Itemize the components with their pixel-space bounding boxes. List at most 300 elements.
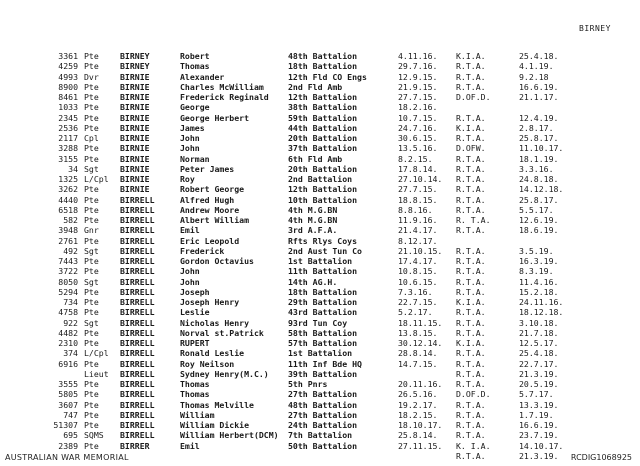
unit: 6th Fld Amb bbox=[288, 153, 343, 164]
fate-date: 14.12.18. bbox=[519, 184, 564, 195]
surname: BIRRELL bbox=[120, 215, 155, 225]
rank: Sgt bbox=[84, 276, 99, 287]
given-names: Eric Leopold bbox=[180, 235, 240, 246]
given-names: Thomas bbox=[180, 61, 210, 72]
surname: BIRNEY bbox=[120, 51, 150, 61]
service-number: 374 bbox=[63, 348, 78, 359]
given-names: Roy Neilson bbox=[180, 358, 235, 369]
enlistment-date: 10.8.15. bbox=[398, 266, 438, 277]
rank: Pte bbox=[84, 184, 99, 195]
given-names: Joseph bbox=[180, 286, 210, 297]
service-number: 6518 bbox=[58, 204, 78, 215]
service-number: 5294 bbox=[58, 286, 78, 297]
given-names: Sydney Henry(M.C.) bbox=[180, 368, 269, 379]
given-names: Albert William bbox=[180, 215, 250, 225]
rank: Sgt bbox=[84, 317, 99, 328]
fate-date: 23.7.19. bbox=[519, 430, 559, 441]
service-number: 2117 bbox=[58, 133, 78, 143]
service-number: 4440 bbox=[58, 194, 78, 205]
unit: 18th Battalion bbox=[288, 61, 358, 72]
fate: R.T.A. bbox=[456, 276, 486, 287]
fate-date: 21.3.19. bbox=[519, 450, 559, 461]
given-names: Leslie bbox=[180, 307, 210, 318]
service-number: 51307 bbox=[53, 420, 78, 430]
fate-date: 11.10.17. bbox=[519, 143, 564, 154]
service-number: 922 bbox=[63, 317, 78, 328]
unit: 57th Battalion bbox=[288, 338, 358, 348]
fate: R.T.A. bbox=[456, 133, 486, 143]
enlistment-date: 10.6.15. bbox=[398, 276, 438, 287]
surname: BIRRELL bbox=[120, 358, 155, 369]
service-number: 747 bbox=[63, 409, 78, 420]
surname: BIRRELL bbox=[120, 389, 155, 400]
fate: R.T.A. bbox=[456, 174, 486, 184]
unit: 58th Battalion bbox=[288, 327, 358, 338]
fate-date: 16.3.19. bbox=[519, 256, 559, 266]
surname: BIRNIE bbox=[120, 71, 150, 82]
given-names: Andrew Moore bbox=[180, 204, 240, 215]
footer-record-id: RCDIG1068925 bbox=[570, 453, 632, 462]
service-number: 3155 bbox=[58, 153, 78, 164]
enlistment-date: 17.8.14. bbox=[398, 163, 438, 174]
service-number: 582 bbox=[63, 215, 78, 225]
surname: BIRRELL bbox=[120, 327, 155, 338]
rank: Pte bbox=[84, 215, 99, 225]
given-names: RUPERT bbox=[180, 338, 210, 348]
fate: R.T.A. bbox=[456, 153, 486, 164]
fate: R.T.A. bbox=[456, 225, 486, 236]
fate-date: 8.3.19. bbox=[519, 266, 554, 277]
rank: Pte bbox=[84, 409, 99, 420]
fate: R.T.A. bbox=[456, 348, 486, 359]
rank: Pte bbox=[84, 420, 99, 430]
surname: BIRRELL bbox=[120, 276, 155, 287]
service-number: 8461 bbox=[58, 92, 78, 102]
fate-date: 15.2.18. bbox=[519, 286, 559, 297]
fate: K.I.A. bbox=[456, 297, 486, 307]
fate: R.T.A. bbox=[456, 399, 486, 410]
fate-date: 16.6.19. bbox=[519, 420, 559, 430]
unit: 44th Battalion bbox=[288, 122, 358, 133]
rank: Lieut bbox=[84, 368, 109, 379]
fate-date: 3.5.19. bbox=[519, 245, 554, 256]
unit: 2nd Aust Tun Co bbox=[288, 245, 362, 256]
unit: 4th M.G.BN bbox=[288, 215, 338, 225]
given-names: Peter James bbox=[180, 163, 235, 174]
surname: BIRRELL bbox=[120, 204, 155, 215]
surname: BIRRELL bbox=[120, 235, 155, 246]
given-names: Robert bbox=[180, 51, 210, 61]
rank: Sgt bbox=[84, 163, 99, 174]
unit: 11th Battalion bbox=[288, 266, 358, 277]
unit: 12th Battalion bbox=[288, 92, 358, 102]
given-names: Frederick Reginald bbox=[180, 92, 269, 102]
fate-date: 12.5.17. bbox=[519, 338, 559, 348]
service-number: 7443 bbox=[58, 256, 78, 266]
given-names: Thomas bbox=[180, 389, 210, 400]
unit: 20th Battalion bbox=[288, 163, 358, 174]
service-number: 3555 bbox=[58, 379, 78, 389]
service-number: 3361 bbox=[58, 51, 78, 61]
unit: 93rd Tun Coy bbox=[288, 317, 348, 328]
fate: R.T.A. bbox=[456, 450, 486, 461]
fate-date: 3.3.16. bbox=[519, 163, 554, 174]
enlistment-date: 29.7.16. bbox=[398, 61, 438, 72]
fate: R.T.A. bbox=[456, 71, 486, 82]
rank: Pte bbox=[84, 338, 99, 348]
surname: BIRRELL bbox=[120, 338, 155, 348]
surname: BIRRELL bbox=[120, 256, 155, 266]
unit: 1st Battalion bbox=[288, 348, 353, 359]
surname: BIRRELL bbox=[120, 420, 155, 430]
unit: 50th Battalion bbox=[288, 440, 358, 451]
enlistment-date: 13.8.15. bbox=[398, 327, 438, 338]
enlistment-date: 5.2.17. bbox=[398, 307, 433, 318]
surname: BIRRELL bbox=[120, 286, 155, 297]
given-names: William Herbert(DCM) bbox=[180, 430, 279, 441]
given-names: William bbox=[180, 409, 215, 420]
unit: 27th Battalion bbox=[288, 389, 358, 400]
enlistment-date: 30.6.15. bbox=[398, 133, 438, 143]
fate-date: 12.6.19. bbox=[519, 215, 559, 225]
given-names: Gordon Octavius bbox=[180, 256, 254, 266]
fate-date: 4.1.19. bbox=[519, 61, 554, 72]
surname: BIRRELL bbox=[120, 194, 155, 205]
fate: R.T.A. bbox=[456, 256, 486, 266]
fate-date: 21.3.19. bbox=[519, 368, 559, 379]
service-number: 3722 bbox=[58, 266, 78, 277]
surname: BIRRELL bbox=[120, 297, 155, 307]
unit: 43rd Battalion bbox=[288, 307, 358, 318]
fate: R.T.A. bbox=[456, 307, 486, 318]
footer-institution: AUSTRALIAN WAR MEMORIAL bbox=[5, 453, 129, 462]
fate-date: 21.7.18. bbox=[519, 327, 559, 338]
rank: Pte bbox=[84, 143, 99, 154]
surname: BIRNIE bbox=[120, 112, 150, 123]
service-number: 695 bbox=[63, 430, 78, 441]
surname: BIRRELL bbox=[120, 409, 155, 420]
unit: 12th Battalion bbox=[288, 184, 358, 195]
fate-date: 18.1.19. bbox=[519, 153, 559, 164]
fate-date: 12.4.19. bbox=[519, 112, 559, 123]
fate-date: 9.2.18 bbox=[519, 71, 549, 82]
service-number: 734 bbox=[63, 297, 78, 307]
unit: 37th Battalion bbox=[288, 143, 358, 154]
enlistment-date: 11.9.16. bbox=[398, 215, 438, 225]
surname: BIRRELL bbox=[120, 430, 155, 441]
service-number: 2536 bbox=[58, 122, 78, 133]
unit: 5th Pnrs bbox=[288, 379, 328, 389]
unit: 59th Battalion bbox=[288, 112, 358, 123]
enlistment-date: 8.8.16. bbox=[398, 204, 433, 215]
fate: R.T.A. bbox=[456, 245, 486, 256]
enlistment-date: 18.11.15. bbox=[398, 317, 443, 328]
fate: R.T.A. bbox=[456, 420, 486, 430]
rank: Pte bbox=[84, 235, 99, 246]
surname: BIRRELL bbox=[120, 348, 155, 359]
given-names: Thomas Melville bbox=[180, 399, 254, 410]
enlistment-date: 27.11.15. bbox=[398, 440, 443, 451]
unit: 48th Battalion bbox=[288, 51, 358, 61]
rank: SQMS bbox=[84, 430, 104, 441]
fate-date: 5.7.17. bbox=[519, 389, 554, 400]
fate: K.I.A. bbox=[456, 338, 486, 348]
fate-date: 11.4.16. bbox=[519, 276, 559, 287]
fate: R. T.A. bbox=[456, 215, 491, 225]
fate-date: 3.10.18. bbox=[519, 317, 559, 328]
surname: BIRRELL bbox=[120, 317, 155, 328]
fate: D.OF.D. bbox=[456, 389, 491, 400]
fate: R.T.A. bbox=[456, 317, 486, 328]
enlistment-date: 24.7.16. bbox=[398, 122, 438, 133]
unit: 38th Battalion bbox=[288, 102, 358, 113]
enlistment-date: 8.12.17. bbox=[398, 235, 438, 246]
fate-date: 25.8.17. bbox=[519, 194, 559, 205]
given-names: George Herbert bbox=[180, 112, 250, 123]
enlistment-date: 21.10.15. bbox=[398, 245, 443, 256]
fate: R.T.A. bbox=[456, 286, 486, 297]
fate-date: 24.11.16. bbox=[519, 297, 564, 307]
enlistment-date: 4.11.16. bbox=[398, 51, 438, 61]
unit: 7th Battalion bbox=[288, 430, 353, 441]
fate: R.T.A. bbox=[456, 163, 486, 174]
enlistment-date: 26.5.16. bbox=[398, 389, 438, 400]
rank: L/Cpl bbox=[84, 348, 109, 359]
fate: R.T.A. bbox=[456, 112, 486, 123]
rank: Pte bbox=[84, 379, 99, 389]
given-names: Frederick bbox=[180, 245, 225, 256]
given-names: Ronald Leslie bbox=[180, 348, 245, 359]
given-names: Charles McWilliam bbox=[180, 81, 264, 92]
given-names: Nicholas Henry bbox=[180, 317, 250, 328]
given-names: John bbox=[180, 133, 200, 143]
service-number: 3948 bbox=[58, 225, 78, 236]
rank: Pte bbox=[84, 102, 99, 113]
fate-date: 14.10.17. bbox=[519, 440, 564, 451]
fate-date: 21.1.17. bbox=[519, 92, 559, 102]
service-number: 5805 bbox=[58, 389, 78, 400]
given-names: Thomas bbox=[180, 379, 210, 389]
service-number: 2761 bbox=[58, 235, 78, 246]
service-number: 34 bbox=[68, 163, 78, 174]
enlistment-date: 18.8.15. bbox=[398, 194, 438, 205]
unit: 1st Battalion bbox=[288, 256, 353, 266]
fate-date: 13.3.19. bbox=[519, 399, 559, 410]
given-names: Alfred Hugh bbox=[180, 194, 235, 205]
service-number: 2389 bbox=[58, 440, 78, 451]
given-names: Joseph Henry bbox=[180, 297, 240, 307]
rank: Cpl bbox=[84, 133, 99, 143]
unit: 3rd A.F.A. bbox=[288, 225, 338, 236]
enlistment-date: 14.7.15. bbox=[398, 358, 438, 369]
surname: BIRRELL bbox=[120, 245, 155, 256]
unit: 10th Battalion bbox=[288, 194, 358, 205]
rank: Pte bbox=[84, 51, 99, 61]
unit: 2nd Fld Amb bbox=[288, 81, 343, 92]
fate-date: 25.4.18. bbox=[519, 348, 559, 359]
rank: Pte bbox=[84, 112, 99, 123]
service-number: 2310 bbox=[58, 338, 78, 348]
fate-date: 1.7.19. bbox=[519, 409, 554, 420]
enlistment-date: 19.2.17. bbox=[398, 399, 438, 410]
rank: Pte bbox=[84, 153, 99, 164]
unit: 12th Fld CO Engs bbox=[288, 71, 367, 82]
given-names: Alexander bbox=[180, 71, 225, 82]
given-names: Norman bbox=[180, 153, 210, 164]
unit: 2nd Battalion bbox=[288, 174, 353, 184]
given-names: John bbox=[180, 266, 200, 277]
surname: BIRNIE bbox=[120, 122, 150, 133]
given-names: Norval st.Patrick bbox=[180, 327, 264, 338]
fate-date: 16.6.19. bbox=[519, 81, 559, 92]
fate: R.T.A. bbox=[456, 184, 486, 195]
rank: Pte bbox=[84, 81, 99, 92]
rank: Pte bbox=[84, 358, 99, 369]
fate: R.T.A. bbox=[456, 81, 486, 92]
enlistment-date: 21.9.15. bbox=[398, 81, 438, 92]
given-names: John bbox=[180, 276, 200, 287]
rank: Pte bbox=[84, 286, 99, 297]
surname: BIRNIE bbox=[120, 174, 150, 184]
surname: BIRRELL bbox=[120, 307, 155, 318]
given-names: John bbox=[180, 143, 200, 154]
surname: BIRNIE bbox=[120, 153, 150, 164]
surname: BIRNIE bbox=[120, 133, 150, 143]
rank: Pte bbox=[84, 327, 99, 338]
surname: BIRNIE bbox=[120, 163, 150, 174]
service-number: 3288 bbox=[58, 143, 78, 154]
enlistment-date: 10.7.15. bbox=[398, 112, 438, 123]
surname: BIRNIE bbox=[120, 81, 150, 92]
unit: 20th Battalion bbox=[288, 133, 358, 143]
given-names: William Dickie bbox=[180, 420, 250, 430]
service-number: 8900 bbox=[58, 81, 78, 92]
rank: L/Cpl bbox=[84, 174, 109, 184]
page-header-surname: BIRNEY bbox=[579, 24, 611, 33]
fate: K. I.A. bbox=[456, 440, 491, 451]
rank: Pte bbox=[84, 307, 99, 318]
rank: Pte bbox=[84, 266, 99, 277]
fate: R.T.A. bbox=[456, 61, 486, 72]
fate: R.T.A. bbox=[456, 266, 486, 277]
fate-date: 2.8.17. bbox=[519, 122, 554, 133]
service-number: 4259 bbox=[58, 61, 78, 72]
surname: BIRRELL bbox=[120, 399, 155, 410]
surname: BIRRER bbox=[120, 440, 150, 451]
service-number: 3607 bbox=[58, 399, 78, 410]
enlistment-date: 13.5.16. bbox=[398, 143, 438, 154]
surname: BIRRELL bbox=[120, 266, 155, 277]
unit: 4th M.G.BN bbox=[288, 204, 338, 215]
fate: K.I.A. bbox=[456, 122, 486, 133]
surname: BIRNEY bbox=[120, 61, 150, 72]
rank: Pte bbox=[84, 440, 99, 451]
service-number: 4993 bbox=[58, 71, 78, 82]
enlistment-date: 22.7.15. bbox=[398, 297, 438, 307]
fate-date: 18.6.19. bbox=[519, 225, 559, 236]
surname: BIRNIE bbox=[120, 92, 150, 102]
service-number: 3262 bbox=[58, 184, 78, 195]
surname: BIRNIE bbox=[120, 184, 150, 195]
enlistment-date: 27.7.15. bbox=[398, 92, 438, 102]
rank: Pte bbox=[84, 389, 99, 400]
fate: R.T.A. bbox=[456, 368, 486, 379]
fate: R.T.A. bbox=[456, 409, 486, 420]
rank: Gnr bbox=[84, 225, 99, 236]
fate: R.T.A. bbox=[456, 194, 486, 205]
unit: 11th Inf Bde HQ bbox=[288, 358, 362, 369]
surname: BIRRELL bbox=[120, 225, 155, 236]
unit: 14th AG.H. bbox=[288, 276, 338, 287]
fate-date: 25.4.18. bbox=[519, 51, 559, 61]
rank: Sgt bbox=[84, 245, 99, 256]
surname: BIRRELL bbox=[120, 379, 155, 389]
fate: D.OFW. bbox=[456, 143, 486, 154]
fate: R.T.A. bbox=[456, 327, 486, 338]
service-number: 4482 bbox=[58, 327, 78, 338]
unit: 48th Battalion bbox=[288, 399, 358, 410]
enlistment-date: 17.4.17. bbox=[398, 256, 438, 266]
rank: Pte bbox=[84, 297, 99, 307]
given-names: James bbox=[180, 122, 205, 133]
rank: Pte bbox=[84, 194, 99, 205]
service-number: 2345 bbox=[58, 112, 78, 123]
rank: Pte bbox=[84, 204, 99, 215]
enlistment-date: 18.2.15. bbox=[398, 409, 438, 420]
unit: 24th Battalion bbox=[288, 420, 358, 430]
rank: Pte bbox=[84, 399, 99, 410]
enlistment-date: 28.8.14. bbox=[398, 348, 438, 359]
unit: Rfts Rlys Coys bbox=[288, 235, 358, 246]
fate: R.T.A. bbox=[456, 430, 486, 441]
given-names: Emil bbox=[180, 225, 200, 236]
enlistment-date: 18.2.16. bbox=[398, 102, 438, 113]
given-names: Robert George bbox=[180, 184, 245, 195]
service-number: 492 bbox=[63, 245, 78, 256]
unit: 27th Battalion bbox=[288, 409, 358, 420]
given-names: Emil bbox=[180, 440, 200, 451]
rank: Pte bbox=[84, 122, 99, 133]
enlistment-date: 25.8.14. bbox=[398, 430, 438, 441]
unit: 18th Battalion bbox=[288, 286, 358, 297]
enlistment-date: 21.4.17. bbox=[398, 225, 438, 236]
enlistment-date: 8.2.15. bbox=[398, 153, 433, 164]
given-names: George bbox=[180, 102, 210, 113]
fate: K.I.A. bbox=[456, 51, 486, 61]
rank: Pte bbox=[84, 61, 99, 72]
enlistment-date: 20.11.16. bbox=[398, 379, 443, 389]
service-number: 6916 bbox=[58, 358, 78, 369]
rank: Dvr bbox=[84, 71, 99, 82]
fate-date: 22.7.17. bbox=[519, 358, 559, 369]
service-number: 4758 bbox=[58, 307, 78, 318]
rank: Pte bbox=[84, 256, 99, 266]
enlistment-date: 7.3.16. bbox=[398, 286, 433, 297]
service-number: 1325 bbox=[58, 174, 78, 184]
fate-date: 18.12.18. bbox=[519, 307, 564, 318]
fate: D.OF.D. bbox=[456, 92, 491, 102]
rank: Pte bbox=[84, 92, 99, 102]
fate: R.T.A. bbox=[456, 379, 486, 389]
surname: BIRNIE bbox=[120, 102, 150, 113]
surname: BIRRELL bbox=[120, 368, 155, 379]
fate-date: 20.5.19. bbox=[519, 379, 559, 389]
fate-date: 24.8.18. bbox=[519, 174, 559, 184]
enlistment-date: 18.10.17. bbox=[398, 420, 443, 430]
fate: R.T.A. bbox=[456, 358, 486, 369]
service-number: 8050 bbox=[58, 276, 78, 287]
fate-date: 25.8.17. bbox=[519, 133, 559, 143]
